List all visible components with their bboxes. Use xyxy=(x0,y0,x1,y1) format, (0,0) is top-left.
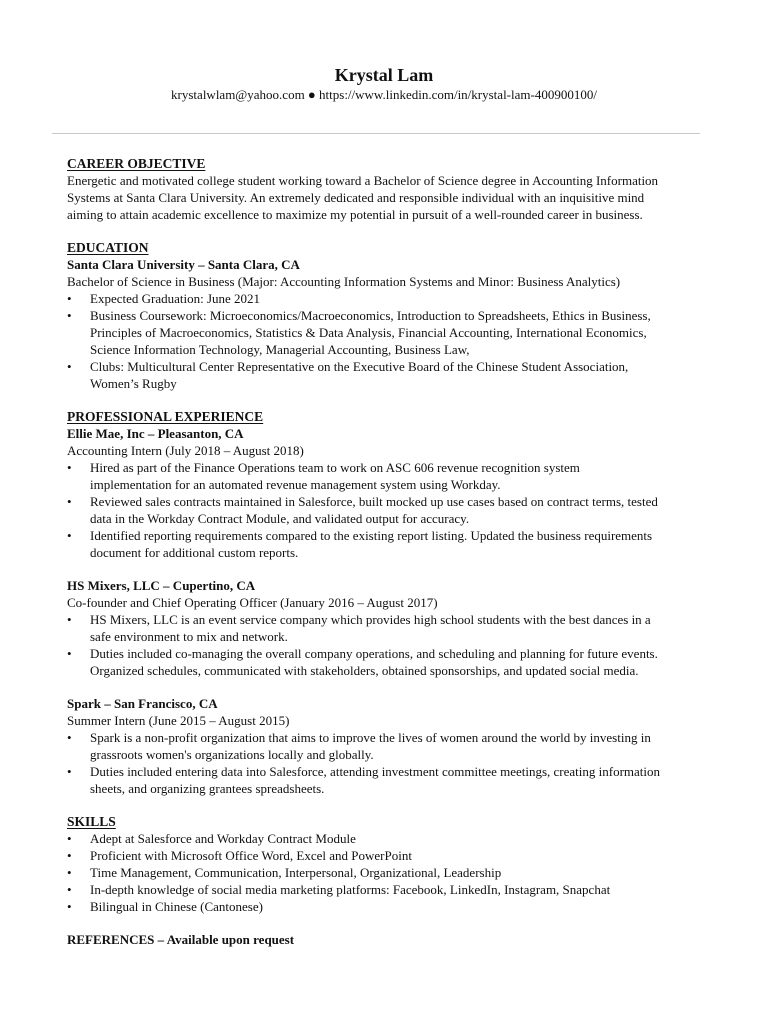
bullet-icon: • xyxy=(67,460,72,475)
bullet-icon: • xyxy=(67,848,72,863)
bullet-line: Women’s Rugby xyxy=(90,376,177,391)
bullet-line: Clubs: Multicultural Center Representative on the Executive Board of the Chinese Student Association, xyxy=(90,359,629,374)
degree-line: Bachelor of Science in Business (Major: Accounting Information Systems and Minor: Business Analytics) xyxy=(67,274,621,289)
bullet-icon: • xyxy=(67,865,72,880)
bullet-line: Science Information Technology, Managerial Accounting, Business Law, xyxy=(90,342,470,357)
references-line: REFERENCES – Available upon request xyxy=(67,932,295,947)
bullet-icon: • xyxy=(67,494,72,509)
bullet-icon: • xyxy=(67,730,72,745)
bullet-line: Reviewed sales contracts maintained in Salesforce, built mocked up use cases based on contract terms, tested xyxy=(90,494,658,509)
job-bullets xyxy=(67,611,707,679)
employer-name: HS Mixers, LLC – Cupertino, CA xyxy=(67,578,256,593)
resume-body xyxy=(67,155,707,948)
list-item xyxy=(67,763,707,797)
job-entry-hs-mixers xyxy=(67,577,707,679)
list-item xyxy=(67,307,707,358)
bullet-line: Organized schedules, communicated with stakeholders, obtained sponsorships, and updated social media. xyxy=(90,663,639,678)
objective-line: Energetic and motivated college student working toward a Bachelor of Science degree in Accounting Information xyxy=(67,173,659,188)
career-objective-section xyxy=(67,155,707,223)
bullet-icon: • xyxy=(67,899,72,914)
skills-bullets xyxy=(67,830,707,915)
bullet-line: sheets, and organizing grantees spreadsheets. xyxy=(90,781,325,796)
list-item xyxy=(67,898,707,915)
objective-line: Systems at Santa Clara University. An extremely dedicated and responsible individual with an inquisitive mind xyxy=(67,190,645,205)
section-heading-education: EDUCATION xyxy=(67,240,149,255)
employer-name: Ellie Mae, Inc – Pleasanton, CA xyxy=(67,426,244,441)
list-item xyxy=(67,611,707,645)
list-item xyxy=(67,729,707,763)
list-item xyxy=(67,881,707,898)
education-bullets xyxy=(67,290,707,392)
job-title: Accounting Intern (July 2018 – August 2018) xyxy=(67,443,304,458)
references-section xyxy=(67,931,707,948)
bullet-line: safe environment to mix and network. xyxy=(90,629,288,644)
contact-line: krystalwlam@yahoo.com ● https://www.linkedin.com/in/krystal-lam-400900100/ xyxy=(171,87,597,102)
bullet-line: document for additional custom reports. xyxy=(90,545,299,560)
bullet-line: Proficient with Microsoft Office Word, Excel and PowerPoint xyxy=(90,848,412,863)
bullet-line: Spark is a non-profit organization that aims to improve the lives of women around the world by investing in xyxy=(90,730,651,745)
job-entry-ellie-mae xyxy=(67,425,707,561)
bullet-line: data in the Workday Contract Module, and validated output for accuracy. xyxy=(90,511,470,526)
bullet-line: Business Coursework: Microeconomics/Macroeconomics, Introduction to Spreadsheets, Ethics in Business, xyxy=(90,308,651,323)
bullet-line: Expected Graduation: June 2021 xyxy=(90,291,261,306)
bullet-icon: • xyxy=(67,831,72,846)
bullet-line: Adept at Salesforce and Workday Contract Module xyxy=(90,831,356,846)
list-item xyxy=(67,459,707,493)
bullet-line: grassroots women's organizations locally and globally. xyxy=(90,747,374,762)
job-title: Summer Intern (June 2015 – August 2015) xyxy=(67,713,290,728)
bullet-line: Duties included entering data into Salesforce, attending investment committee meetings, creating information xyxy=(90,764,661,779)
job-entry-spark xyxy=(67,695,707,797)
experience-section xyxy=(67,408,707,797)
section-heading-career-objective: CAREER OBJECTIVE xyxy=(67,156,206,171)
bullet-line: In-depth knowledge of social media marketing platforms: Facebook, LinkedIn, Instagram, Snapchat xyxy=(90,882,611,897)
list-item xyxy=(67,645,707,679)
school-name: Santa Clara University – Santa Clara, CA xyxy=(67,257,300,272)
list-item xyxy=(67,358,707,392)
list-item xyxy=(67,290,707,307)
job-title: Co-founder and Chief Operating Officer (January 2016 – August 2017) xyxy=(67,595,438,610)
bullet-line: Identified reporting requirements compared to the existing report listing. Updated the business requirements xyxy=(90,528,653,543)
bullet-icon: • xyxy=(67,764,72,779)
list-item xyxy=(67,493,707,527)
bullet-icon: • xyxy=(67,612,72,627)
bullet-line: Duties included co-managing the overall company operations, and scheduling and planning for future events. xyxy=(90,646,658,661)
job-bullets xyxy=(67,729,707,797)
bullet-line: HS Mixers, LLC is an event service company which provides high school students with the best dances in a xyxy=(90,612,651,627)
header-divider xyxy=(52,133,700,134)
education-section xyxy=(67,239,707,392)
bullet-icon: • xyxy=(67,646,72,661)
list-item xyxy=(67,864,707,881)
bullet-line: Principles of Macroeconomics, Statistics & Data Analysis, Financial Accounting, International Economics, xyxy=(90,325,647,340)
employer-name: Spark – San Francisco, CA xyxy=(67,696,218,711)
skills-section xyxy=(67,813,707,915)
applicant-name: Krystal Lam xyxy=(334,65,434,85)
bullet-icon: • xyxy=(67,882,72,897)
section-heading-skills: SKILLS xyxy=(67,814,116,829)
bullet-icon: • xyxy=(67,291,72,306)
list-item xyxy=(67,527,707,561)
bullet-line: Time Management, Communication, Interpersonal, Organizational, Leadership xyxy=(90,865,502,880)
bullet-line: implementation for an automated revenue management system using Workday. xyxy=(90,477,501,492)
bullet-line: Hired as part of the Finance Operations team to work on ASC 606 revenue recognition system xyxy=(90,460,580,475)
bullet-icon: • xyxy=(67,359,72,374)
bullet-icon: • xyxy=(67,528,72,543)
job-bullets xyxy=(67,459,707,561)
bullet-icon: • xyxy=(67,308,72,323)
list-item xyxy=(67,847,707,864)
list-item xyxy=(67,830,707,847)
objective-line: aiming to attain academic excellence to maximize my potential in pursuit of a well-rounded career in business. xyxy=(67,207,643,222)
bullet-line: Bilingual in Chinese (Cantonese) xyxy=(90,899,263,914)
section-heading-experience: PROFESSIONAL EXPERIENCE xyxy=(67,409,264,424)
